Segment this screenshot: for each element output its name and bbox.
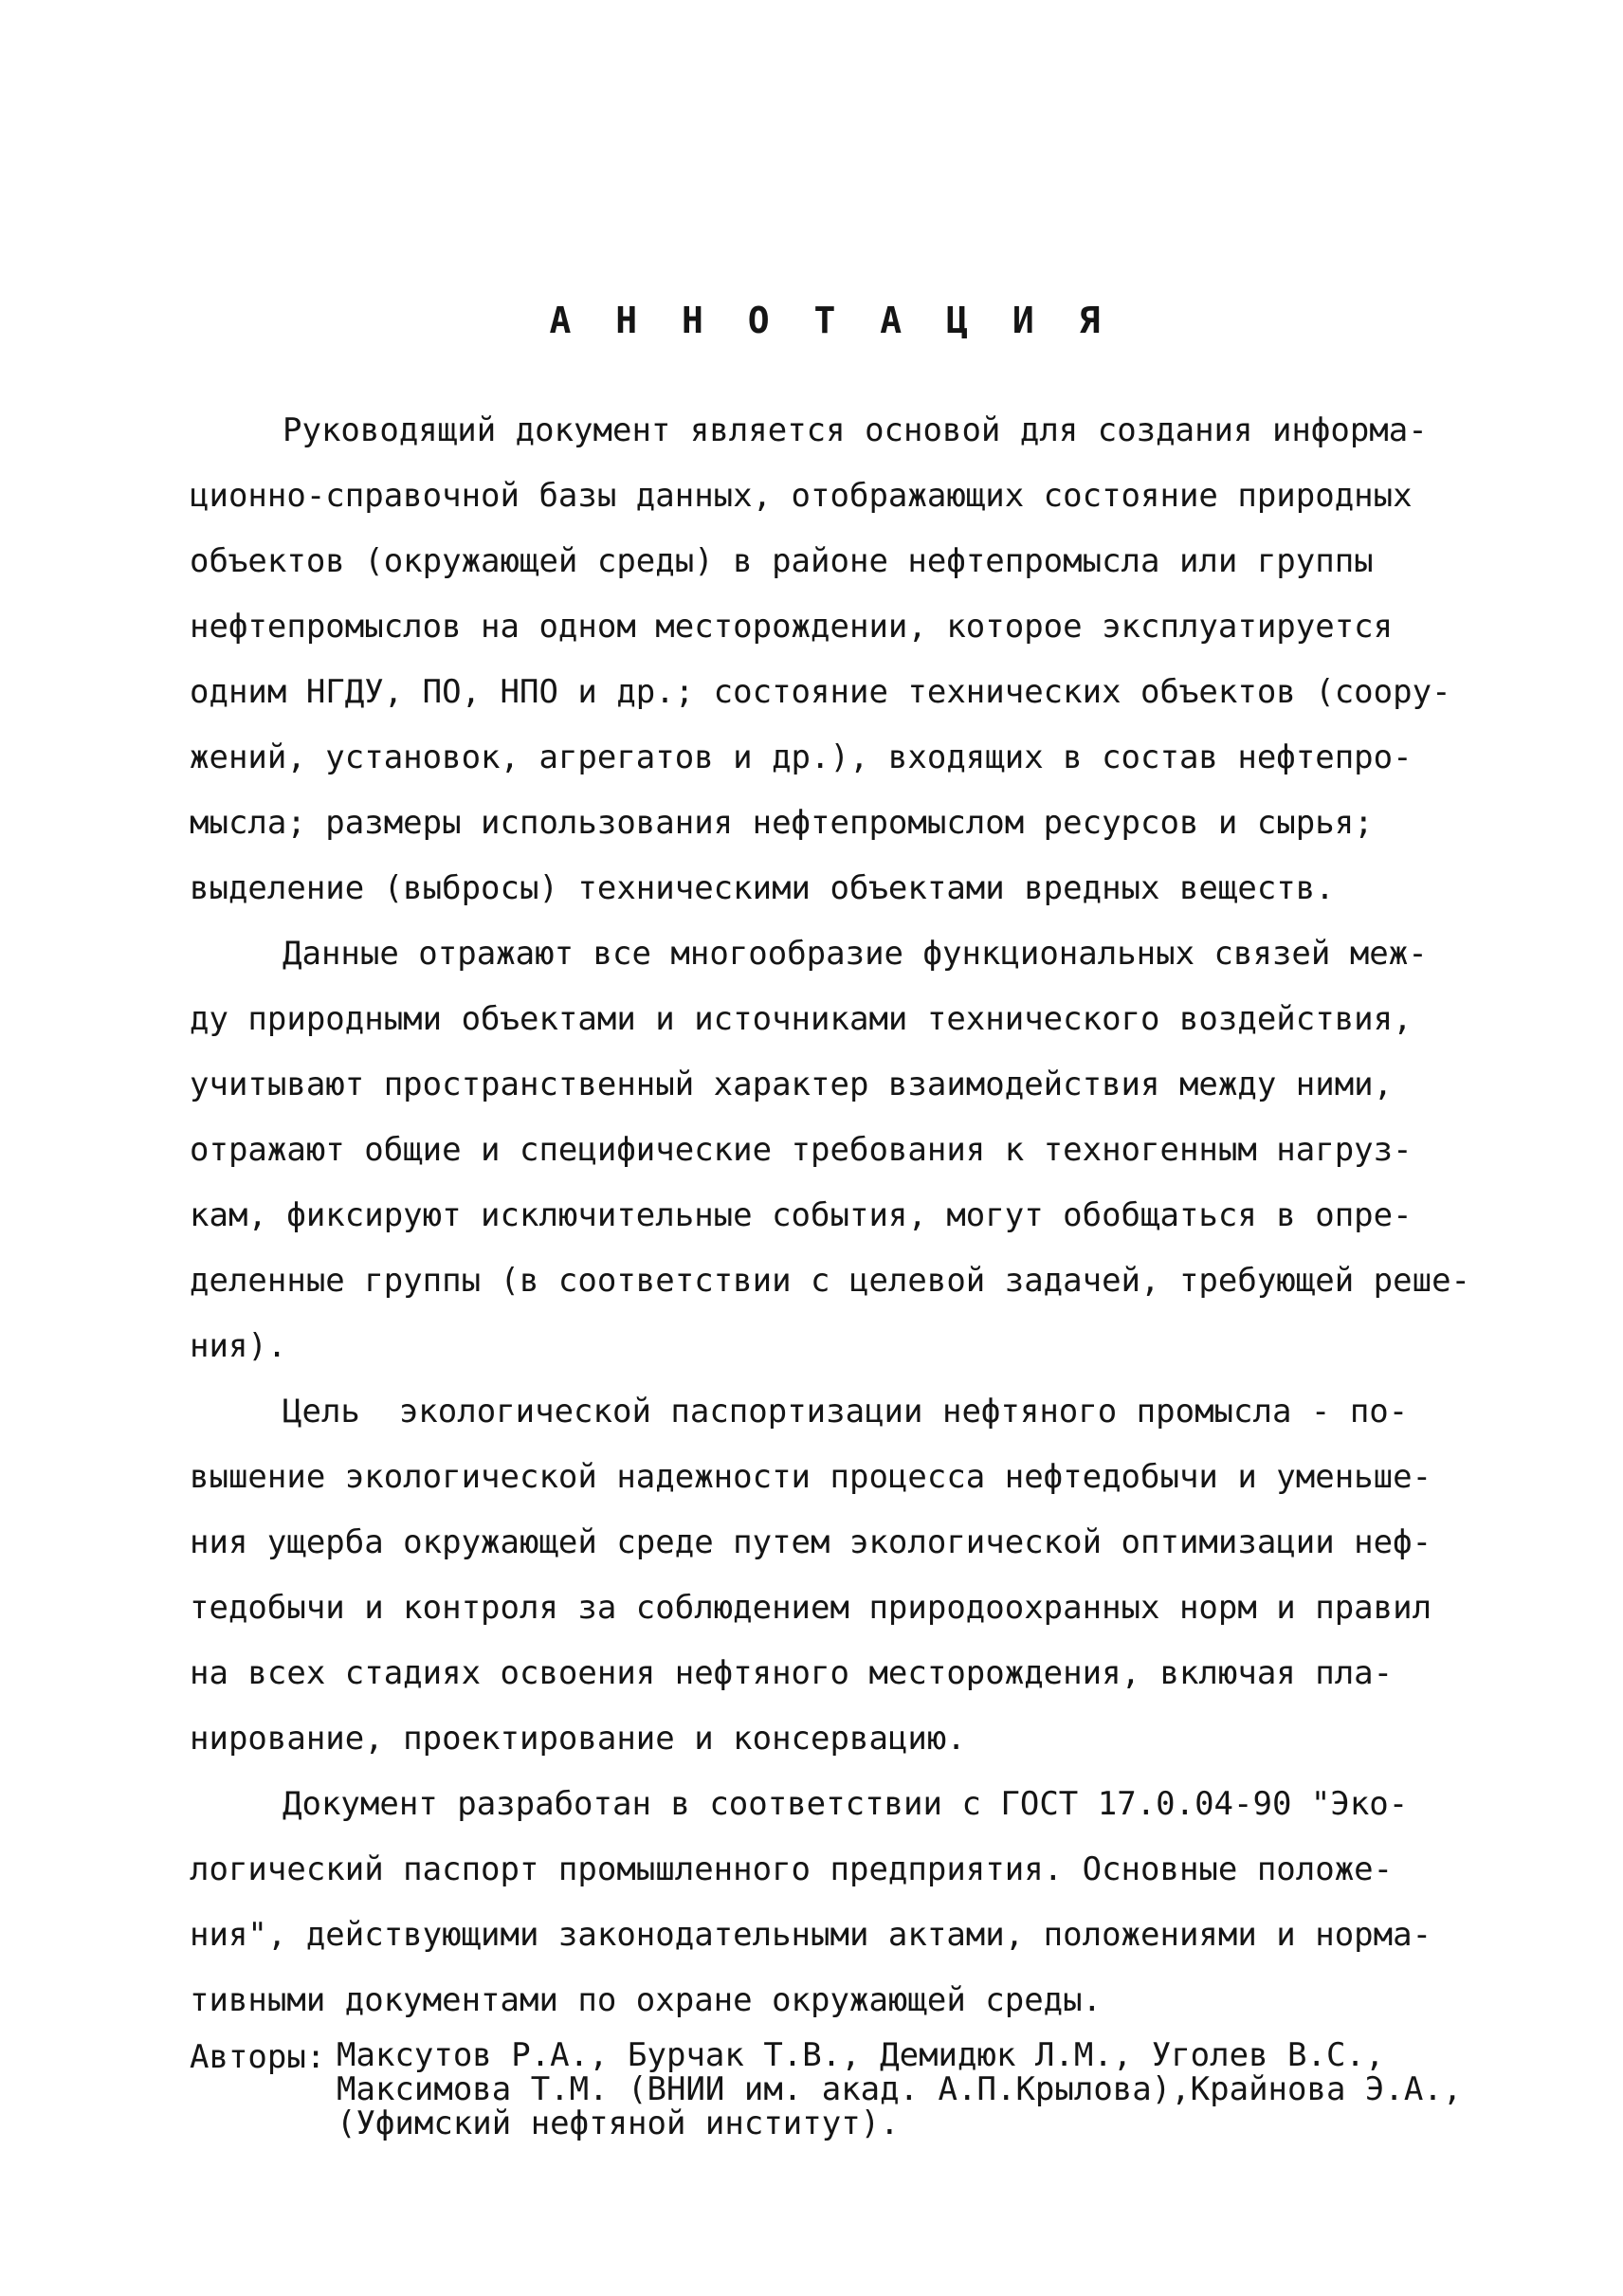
authors-row (190, 2038, 1517, 2141)
authors-list (337, 2038, 1517, 2141)
text-line: на всех стадиях освоения нефтяного месторождения, включая пла- (190, 1654, 1394, 1692)
authors-line: Максимова Т.М. (ВНИИ им. акад. А.П.Крылова),Крайнова Э.А., (337, 2070, 1463, 2108)
paragraph-data (190, 921, 1471, 1379)
text-line: ния). (190, 1327, 287, 1365)
text-line: тедобычи и контроля за соблюдением природоохранных норм и правил (190, 1589, 1432, 1627)
text-line: ния ущерба окружающей среде путем экологической оптимизации неф- (190, 1523, 1432, 1561)
annotation-body (190, 398, 1471, 2033)
text-line: логический паспорт промышленного предприятия. Основные положе- (190, 1850, 1394, 1888)
text-line: объектов (окружающей среды) в районе нефтепромысла или группы (190, 542, 1374, 580)
text-line: нирование, проектирование и консервацию. (190, 1720, 966, 1758)
text-line: нефтепромыслов на одном месторождении, которое эксплуатируется (190, 608, 1394, 646)
text-line: деленные группы (в соответствии с целевой задачей, требующей реше- (190, 1262, 1471, 1300)
authors-line: Максутов Р.А., Бурчак Т.В., Демидюк Л.М., Уголев В.С., (337, 2036, 1385, 2074)
authors-label: Авторы: (190, 2038, 326, 2076)
text-line: одним НГДУ, ПО, НПО и др.; состояние технических объектов (соору- (190, 673, 1451, 711)
authors-line: (Уфимский нефтяной институт). (337, 2105, 900, 2142)
text-line: отражают общие и специфические требования к техногенным нагруз- (190, 1131, 1413, 1169)
text-line: выделение (выбросы) техническими объектами вредных веществ. (190, 869, 1335, 907)
text-line: ционно-справочной базы данных, отображающих состояние природных (190, 477, 1413, 515)
annotation-title: А Н Н О Т А Ц И Я (549, 300, 1112, 341)
paragraph-standards (190, 1772, 1460, 2033)
paragraph-goal (190, 1379, 1460, 1772)
text-line: вышение экологической надежности процесса нефтедобычи и уменьше- (190, 1458, 1432, 1496)
text-line: Данные отражают все многообразие функциональных связей меж- (283, 935, 1428, 973)
text-line: Документ разработан в соответствии с ГОСТ 17.0.04-90 "Эко- (283, 1785, 1409, 1823)
text-line: ду природными объектами и источниками технического воздействия, (190, 1000, 1413, 1038)
text-line: тивными документами по охране окружающей среды. (190, 1981, 1103, 2019)
paragraph-purpose (190, 398, 1460, 921)
text-line: Цель экологической паспортизации нефтяного промысла - по- (283, 1393, 1409, 1430)
text-line: кам, фиксируют исключительные события, могут обобщаться в опре- (190, 1196, 1413, 1234)
text-line: учитывают пространственный характер взаимодействия между ними, (190, 1066, 1394, 1103)
authors-block (190, 2038, 1517, 2141)
text-line: жений, установок, агрегатов и др.), входящих в состав нефтепро- (190, 738, 1413, 776)
text-line: ния", действующими законодательными актами, положениями и норма- (190, 1916, 1432, 1954)
text-line: мысла; размеры использования нефтепромыслом ресурсов и сырья; (190, 804, 1374, 842)
text-line: Руководящий документ является основой для создания информа- (283, 411, 1428, 449)
